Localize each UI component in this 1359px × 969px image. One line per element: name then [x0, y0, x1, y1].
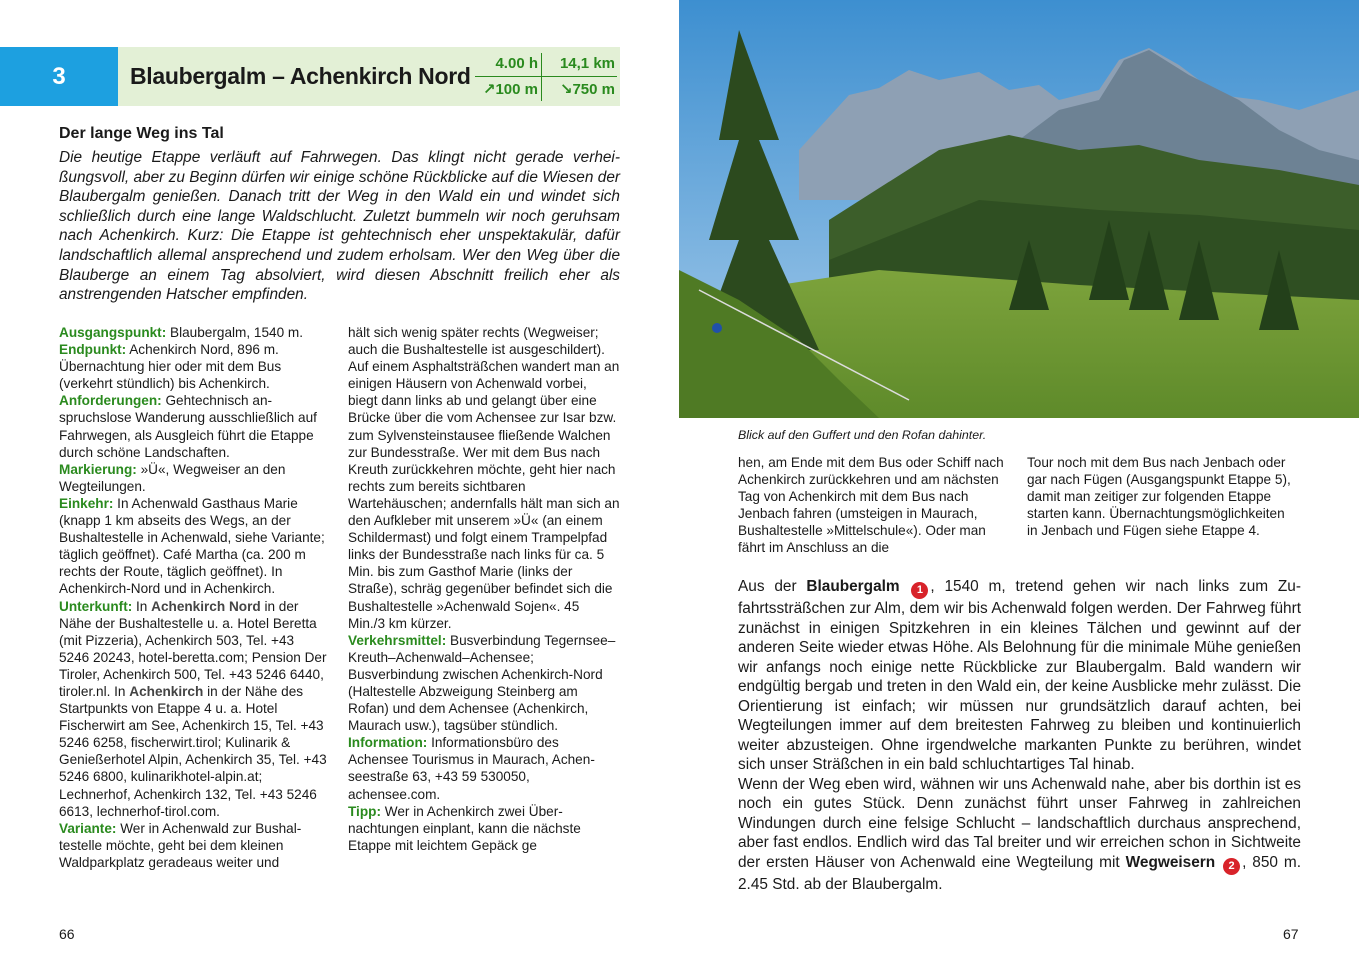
tip-text: Wer in Achenkirch zwei Übernachtungen einplant, kann die nächste Etappe mit leichtem Gepäck ge: [348, 803, 581, 853]
requirements-text: Gehtechnisch anspruchslose Wanderung ausschließlich auf Fahrwegen, als Ausgleich führt die Etappe durch schöne Landschaften.: [59, 393, 317, 460]
info-transport: [348, 632, 620, 735]
food-text: In Achenwald Gasthaus Marie (knapp 1 km abseits des Wegs, an der Bushaltestelle in Achenwald, siehe Variante; täglich geöffnet). Café Martha (ca. 200 m rechts der Route, täglich geöffnet). In Achenkirch-Nord und in Achenkirch.: [59, 495, 325, 597]
tip-label: Tipp:: [348, 803, 381, 819]
landscape-photo: [679, 0, 1359, 418]
info-tip: [348, 803, 620, 854]
stage-number-badge: 3: [0, 47, 118, 106]
waypoint-wegweisern: Wegweisern: [1125, 853, 1216, 871]
page-number-left: 66: [59, 926, 75, 942]
stage-title: Blaubergalm – Achenkirch Nord: [130, 63, 471, 89]
duration: 4.00 h: [495, 55, 538, 72]
variant-continued: hält sich wenig später rechts (Wegweiser; auch die Bushaltestelle ist ausgeschildert). Auf einem Asphaltsträßchen wandert man an einigen Häusern von Achenwald vorbei, biegt dann links ab und gelangt über eine Brücke über die vom Achensee zur Isar bzw. zum Sylvensteinstausee fließende Walchen zur Bundesstraße. Wer mit dem Bus nach Kreuth zurückkehren möchte, geht hier nach rechts zum bereits sichtbaren Wartehäuschen; andernfalls hält man sich an den Aufkleber mit unserem »Ü« (an einem Schildermast) und folgt einem Trampelpfad links der Bundesstraße nach links für ca. 5 Min. bis zum Gasthof Marie (links der Straße), schräg gegenüber befindet sich die Bushaltestelle »Achenwald Sojen«. 45 Min./3 km kürzer.: [348, 325, 620, 631]
accommodation-text-3: in der Nähe des Startpunkts von Etappe 4 u. a. Hotel Fischerwirt am See, Achenkirch 15, Tel. +43 5246 6258, fischerwirt.tirol; Kulinarik & Genießerhotel Alpin, Achenkirch 35, Tel. +43 5246 6800, kulinarikhotel-alpin.at; Lechnerhof, Achenkirch 132, Tel. +43 5246 6613, lechnerhof-tirol.com.: [59, 683, 327, 819]
info-food: [59, 495, 327, 598]
page-number-right: 67: [1283, 926, 1299, 942]
variant-text: Wer in Achenwald zur Bushaltestelle möchte, geht bei dem kleinen Waldparkplatz geradeaus weiter und: [59, 820, 302, 870]
end-text: Achenkirch Nord, 896 m. Übernachtung hier oder mit dem Bus (verkehrt stündlich) bis Achenkirch.: [59, 342, 282, 392]
info-start: [59, 324, 327, 341]
route-text-2a: Wenn der Weg eben wird, wähnen wir uns Achenwald nahe, aber bis dorthin ist es noch ein gutes Stück. Denn zunächst führt unser Fahrweg in zahlreichen Windungen durch eine felsige Schlucht – landschaftlich durchaus ansprechend, aber fast endlos. Endlich wird das Tal breiter und wir erreichen schon in Sichtweite der ersten Häuser von Achenwald eine Wegteilung mit: [738, 775, 1301, 871]
route-paragraph-2: [738, 775, 1301, 895]
transport-label: Verkehrsmittel:: [348, 632, 447, 648]
intro-heading: Der lange Weg ins Tal: [59, 125, 224, 142]
distance: 14,1 km: [559, 55, 615, 72]
tip-continued-1: hen, am Ende mit dem Bus oder Schiff nach Achenkirch zurückkehren und am nächsten Tag von Achenkirch mit dem Bus nach Jenbach fahren (umsteigen in Maurach, Bushaltestelle »Mittelschule«). Oder man fährt im Anschluss an die: [738, 455, 1004, 556]
information-label: Information:: [348, 735, 428, 751]
right-page: [679, 0, 1359, 969]
accommodation-label: Unterkunft:: [59, 598, 133, 614]
info-end: [59, 341, 327, 392]
photo-caption: Blick auf den Guffert und den Rofan dahinter.: [738, 428, 987, 442]
place-achenkirch: Achenkirch: [129, 683, 204, 699]
place-achenkirch-nord: Achenkirch Nord: [151, 598, 261, 614]
info-column-1: [59, 324, 327, 871]
fence-insulator: [712, 323, 722, 333]
right-info-column-2: [1027, 454, 1299, 539]
landscape-illustration: [679, 0, 1359, 418]
route-text-2c: , 850 m. 2.45 Std. ab der Blaubergalm.: [738, 853, 1302, 893]
descent: ↘750 m: [559, 81, 615, 98]
info-accommodation: [59, 598, 327, 820]
end-label: Endpunkt:: [59, 342, 127, 358]
waypoint-marker-2: 2: [1223, 858, 1240, 875]
stage-header-bar: [118, 47, 620, 106]
info-column-2: [348, 324, 620, 854]
info-variant: [59, 820, 327, 871]
route-description: [738, 577, 1301, 894]
accommodation-text-2: in der Nähe der Bushaltestelle u. a. Hotel Beretta (mit Pizzeria), Achenkirch 503, Tel. +43 5246 20243, hotel-beretta.com; Pension Der Tiroler, Achenkirch 500, Tel. +43 5246 6440, tiroler.nl. In: [59, 598, 327, 699]
stats-divider-vertical: [541, 53, 542, 101]
food-label: Einkehr:: [59, 495, 114, 511]
left-page: [0, 0, 679, 969]
route-text-1c: , 1540 m, tretend gehen wir nach links zum Zufahrtssträßchen zur Alm, dem wir bis Achenwald folgen werden. Der Fahrweg führt zunächst in einigen Spitzkehren in ein kleines Tälchen und gewinnt auf der anderen Seite wieder etwas Höhe. Als Belohnung für die minimale Mühe genießen wir anfangs noch einige nette Rückblicke zur Blaubergalm. Bald wandern wir endgültig bergab und treten in den Wald ein, der keine Ausblicke mehr zulässt. Die Orientierung ist einfach; wir müssen nur grundsätzlich darauf achten, bei Wegteilungen immer auf dem breitesten Fahrweg zu bleiben und kontinuierlich weiter abzusteigen. Ohne irgendwelche markanten Punkte zu berühren, windet sich unser Sträßchen in ein bald schluchtartiges Tal hinab.: [738, 578, 1301, 773]
information-text: Informationsbüro des Achensee Tourismus in Maurach, Achenseestraße 63, +43 59 530050, achensee.com.: [348, 735, 595, 802]
route-text-1a: Aus der: [738, 578, 807, 595]
waypoint-marker-1: 1: [911, 582, 928, 599]
requirements-label: Anforderungen:: [59, 393, 162, 409]
right-info-column-1: [738, 454, 1010, 557]
info-requirements: [59, 392, 327, 460]
stage-stats: [475, 51, 617, 102]
marking-label: Markierung:: [59, 461, 137, 477]
intro-text: Die heutige Etappe verläuft auf Fahrwegen. Das klingt nicht gerade verheißungsvoll, aber zu Beginn dürfen wir einige schöne Rückblicke auf die Wiesen der Blaubergalm genießen. Danach tritt der Weg in den Wald ein und windet sich schließlich durch eine lange Waldschlucht. Zuletzt bummeln wir noch geruhsam nach Achenkirch. Kurz: Die Etappe ist gehtechnisch eher unspektakulär, dafür landschaftlich allemal ansprechend und zudem erholsam. Wer den Weg über die Blauberge an einem Tag absolviert, wird diesen Abschnitt freilich eher als anstrengenden Hatscher empfinden.: [59, 149, 620, 304]
ascent: ↗100 m: [482, 81, 538, 98]
waypoint-blaubergalm: Blaubergalm: [806, 578, 900, 595]
info-marking: [59, 461, 327, 495]
start-text: Blaubergalm, 1540 m.: [166, 325, 304, 340]
info-information: [348, 734, 620, 802]
variant-label: Variante:: [59, 820, 117, 836]
accommodation-text-1: In: [132, 598, 152, 614]
route-paragraph-1: [738, 577, 1301, 775]
marking-text: »Ü«, Wegweiser an den Wegteilungen.: [59, 461, 286, 494]
tip-continued-2: Tour noch mit dem Bus nach Jenbach oder gar nach Fügen (Ausgangspunkt Etappe 5), damit man zeitiger zur folgenden Etappe starten kann. Übernachtungsmöglichkeiten in Jenbach und Fügen siehe Etappe 4.: [1027, 455, 1291, 539]
transport-text: Busverbindung Tegernsee–Kreuth–Achenwald–Achensee; Busverbindung zwischen Achenkirch-Nord (Haltestelle Abzweigung Steinberg am Rofan) und dem Achensee (Achenkirch, Maurach usw.), tagsüber stündlich.: [348, 632, 616, 734]
start-label: Ausgangspunkt:: [59, 325, 167, 340]
